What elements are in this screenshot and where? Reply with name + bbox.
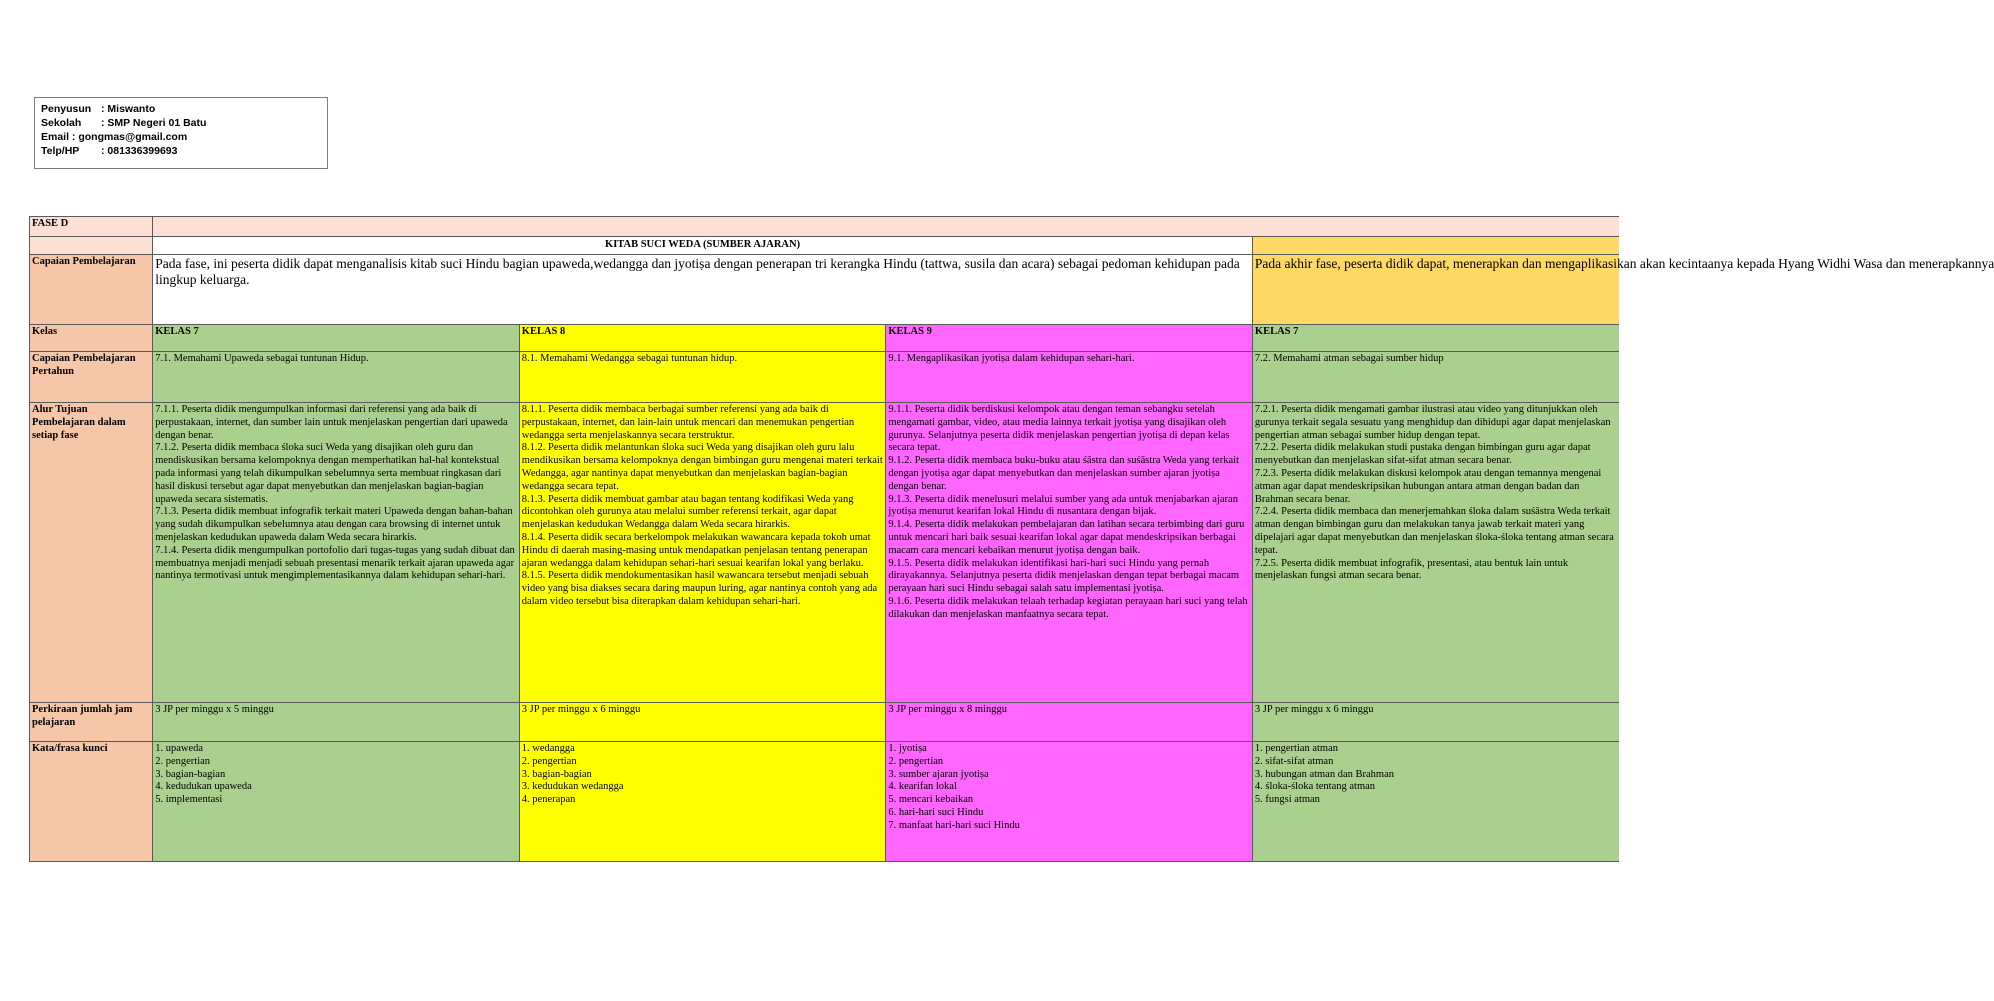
kunci-kelas-9: 1. jyotiṣa 2. pengertian 3. sumber ajaran jyotiṣa 4. kearifan lokal 5. mencari kebaikan 6. hari-hari suci Hindu 7. manfaat hari-hari suci Hindu <box>886 742 1253 862</box>
section-title-row <box>30 237 1620 255</box>
email-row <box>41 130 327 144</box>
author-label: Penyusun <box>41 103 92 115</box>
atp-label: Alur Tujuan Pembelajaran dalam setiap fase <box>30 403 153 703</box>
kelas-7b-header: KELAS 7 <box>1252 325 1619 352</box>
school-value: : SMP Negeri 01 Batu <box>101 117 207 129</box>
email-text: Email : gongmas@gmail.com <box>41 131 188 143</box>
jam-kelas-8: 3 JP per minggu x 6 minggu <box>519 703 886 742</box>
jam-kelas-7: 3 JP per minggu x 5 minggu <box>153 703 520 742</box>
kelas-8-header: KELAS 8 <box>519 325 886 352</box>
kelas-9-header: KELAS 9 <box>886 325 1253 352</box>
kunci-kelas-8: 1. wedangga 2. pengertian 3. bagian-bagian 3. kedudukan wedangga 4. penerapan <box>519 742 886 862</box>
capaian-right-text: Pada akhir fase, peserta didik dapat, menerapkan dan mengaplikasikan akan kecintaanya kepada Hyang Widhi Wasa dan menerapkannya <box>1252 255 1619 325</box>
fase-label: FASE D <box>30 217 153 237</box>
school-row <box>41 116 327 130</box>
kunci-kelas-7b: 1. pengertian atman 2. sifat-sifat atman 3. hubungan atman dan Brahman 4. śloka-śloka tentang atman 5. fungsi atman <box>1252 742 1619 862</box>
kelas-label: Kelas <box>30 325 153 352</box>
capaian-label: Capaian Pembelajaran <box>30 255 153 325</box>
school-label: Sekolah <box>41 117 82 129</box>
capaian-row <box>30 255 1620 325</box>
author-row <box>41 102 327 116</box>
phone-label: Telp/HP <box>41 145 80 157</box>
author-value: : Miswanto <box>101 103 156 115</box>
fase-row <box>30 217 1620 237</box>
phone-row <box>41 144 327 158</box>
cp-tahun-label: Capaian Pembelajaran Pertahun <box>30 352 153 403</box>
atp-kelas-7: 7.1.1. Peserta didik mengumpulkan informasi dari referensi yang ada baik di perpustakaan, internet, dan sumber lain untuk menjelaskan pengertian dari upaweda dengan benar. 7.1.2. Peserta didik membaca śloka suci Weda yang disajikan oleh guru dan mendiskusikan bersama kelompoknya dengan memperhatikan hal-hal kontekstual pada informasi yang telah dikumpulkan sebelumnya serta membuat ringkasan dari hasil diskusi tersebut agar dapat menyebutkan dan menjelaskan bagian-bagian upaweda secara sistematis. 7.1.3. Peserta didik membuat infografik terkait materi Upaweda dengan bahan-bahan yang sudah dikumpulkan sebelumnya atau dengan cara browsing di internet untuk menjelaskan kedudukan upaweda dalam Weda secara hirarkis. 7.1.4. Peserta didik mengumpulkan portofolio dari tugas-tugas yang sudah dibuat dan membuatnya menjadi menjadi sebuah presentasi menarik terkait ajaran upaweda agar nantinya termotivasi untuk mengimplementasikannya dalam kehidupan sehari-hari. <box>153 403 520 703</box>
section-title-right-cell <box>1252 237 1619 255</box>
jam-kelas-7b: 3 JP per minggu x 6 minggu <box>1252 703 1619 742</box>
kunci-label: Kata/frasa kunci <box>30 742 153 862</box>
fase-header-band <box>153 217 1619 237</box>
kunci-row <box>30 742 1620 862</box>
cp-tahun-kelas-9: 9.1. Mengaplikasikan jyotiṣa dalam kehidupan sehari-hari. <box>886 352 1253 403</box>
cp-tahun-kelas-7b: 7.2. Memahami atman sebagai sumber hidup <box>1252 352 1619 403</box>
section-title-label-cell <box>30 237 153 255</box>
capaian-left-text: Pada fase, ini peserta didik dapat menganalisis kitab suci Hindu bagian upaweda,wedangga dan jyotiṣa dengan penerapan tri kerangka Hindu (tattwa, susila dan acara) sebagai pedoman kehidupan pada lingkup keluarga. <box>153 255 1253 325</box>
kelas-row <box>30 325 1620 352</box>
cp-tahun-row <box>30 352 1620 403</box>
atp-row <box>30 403 1620 703</box>
atp-kelas-9: 9.1.1. Peserta didik berdiskusi kelompok atau dengan teman sebangku setelah mengamati gambar, video, atau media lainnya terkait jyotiṣa yang disajikan oleh gurunya. Selanjutnya peserta didik menjelaskan pengertian jyotiṣa di depan kelas secara tepat. 9.1.2. Peserta didik membaca buku-buku atau śāstra dan suśāstra Weda yang terkait dengan jyotiṣa agar dapat menyebutkan dan menjelaskan sumber ajaran jyotiṣa dengan benar. 9.1.3. Peserta didik menelusuri melalui sumber yang ada untuk menjabarkan ajaran jyotiṣa menurut kearifan lokal Hindu di nusantara dengan bijak. 9.1.4. Peserta didik melakukan pembelajaran dan latihan secara terbimbing dari guru untuk mencari hari baik sesuai kearifan lokal agar dapat mendeskripsikan berbagai macam cara mencari kebaikan menurut jyotiṣa dengan baik. 9.1.5. Peserta didik melakukan identifikasi hari-hari suci Hindu yang pernah dirayakannya. Selanjutnya peserta didik menjelaskan dengan tepat berbagai macam perayaan hari suci Hindu sebagai salah satu implementasi jyotiṣa. 9.1.6. Peserta didik melakukan telaah terhadap kegiatan perayaan hari suci yang telah dilakukan dan menjelaskan manfaatnya secara tepat. <box>886 403 1253 703</box>
cp-tahun-kelas-8: 8.1. Memahami Wedangga sebagai tuntunan hidup. <box>519 352 886 403</box>
jam-label: Perkiraan jumlah jam pelajaran <box>30 703 153 742</box>
kelas-7-header: KELAS 7 <box>153 325 520 352</box>
jam-kelas-9: 3 JP per minggu x 8 minggu <box>886 703 1253 742</box>
jam-row <box>30 703 1620 742</box>
curriculum-table <box>29 216 1994 862</box>
cp-tahun-kelas-7: 7.1. Memahami Upaweda sebagai tuntunan Hidup. <box>153 352 520 403</box>
author-info-box <box>34 97 328 169</box>
atp-kelas-8: 8.1.1. Peserta didik membaca berbagai sumber referensi yang ada baik di perpustakaan, internet, dan lain-lain untuk mencari dan menemukan pengertian wedangga serta menjelaskannya secara terstruktur. 8.1.2. Peserta didik melantunkan śloka suci Weda yang disajikan oleh guru lalu mendikusikan bersama kelompoknya dengan bimbingan guru mengenai materi terkait Wedangga, agar nantinya dapat menyebutkan dan menjelaskan bagian-bagian wedangga secara tepat. 8.1.3. Peserta didik membuat gambar atau bagan tentang kodifikasi Weda yang dicontohkan oleh gurunya atau melalui sumber referensi terkait, agar dapat menjelaskan kedudukan Wedangga dalam Weda secara hirarkis. 8.1.4. Peserta didik secara berkelompok melakukan wawancara kepada tokoh umat Hindu di daerah masing-masing untuk mendapatkan penjelasan tentang penerapan ajaran wedangga dalam kehidupan sehari-hari sesuai kearifan lokal yang berlaku. 8.1.5. Peserta didik mendokumentasikan hasil wawancara tersebut menjadi sebuah video yang bisa diakses secara daring maupun luring, agar nantinya contoh yang ada dalam video tersebut bisa diterapkan dalam kehidupan sehari-hari. <box>519 403 886 703</box>
kunci-kelas-7: 1. upaweda 2. pengertian 3. bagian-bagian 4. kedudukan upaweda 5. implementasi <box>153 742 520 862</box>
phone-value: : 081336399693 <box>101 145 178 157</box>
atp-kelas-7b: 7.2.1. Peserta didik mengamati gambar ilustrasi atau video yang ditunjukkan oleh gurunya terkait segala sesuatu yang menghidup dan dihidupi agar dapat menjelaskan pengertian atman sebagai sumber hidup dengan tepat. 7.2.2. Peserta didik melakukan studi pustaka dengan bimbingan guru agar dapat menyebutkan dan menjelaskan sifat-sifat atman secara benar. 7.2.3. Peserta didik melakukan diskusi kelompok atau dengan temannya mengenai atman agar dapat mendeskripsikan hubungan antara atman dengan badan dan Brahman secara benar. 7.2.4. Peserta didik membaca dan menerjemahkan śloka dalam suśāstra Weda terkait atman dengan bimbingan guru dan melakukan tanya jawab terkait materi yang dipelajari agar dapat menyebutkan dan menjelaskan śloka-śloka tentang atman secara tepat. 7.2.5. Peserta didik membuat infografik, presentasi, atau bentuk lain untuk menjelaskan fungsi atman secara benar. <box>1252 403 1619 703</box>
section-title: KITAB SUCI WEDA (SUMBER AJARAN) <box>153 237 1253 255</box>
